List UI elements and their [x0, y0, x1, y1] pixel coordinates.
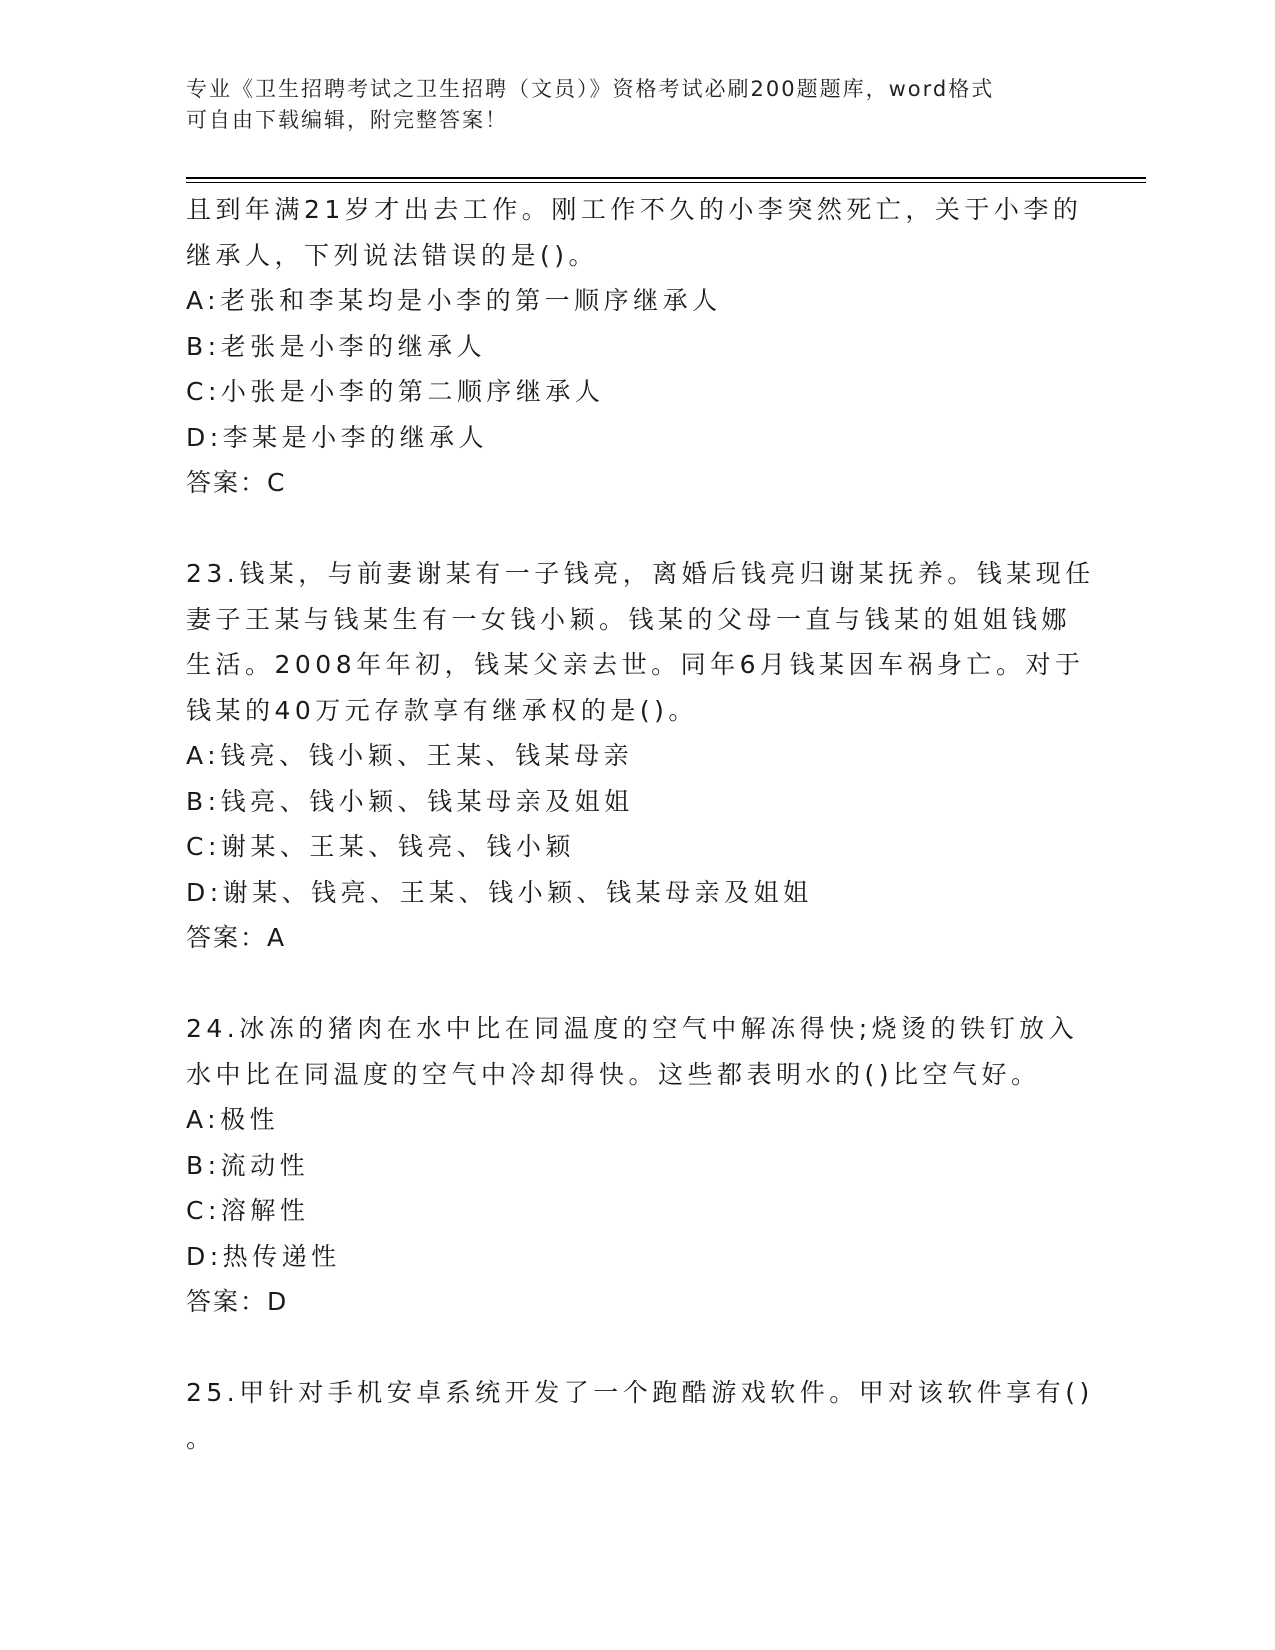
question-text-line: 25.甲针对手机安卓系统开发了一个跑酷游戏软件。甲对该软件享有() — [186, 1378, 1094, 1407]
question-text-line: 23.钱某，与前妻谢某有一子钱亮，离婚后钱亮归谢某抚养。钱某现任 — [186, 559, 1095, 588]
question-text-line: 钱某的40万元存款享有继承权的是()。 — [186, 695, 698, 725]
question-block — [186, 1006, 1079, 1325]
question-text-line: 水中比在同温度的空气中冷却得快。这些都表明水的()比空气好。 — [186, 1059, 1041, 1089]
option-d: D:热传递性 — [186, 1241, 341, 1271]
option-a: A:钱亮、钱小颖、王某、钱某母亲 — [186, 741, 634, 770]
option-c: C:小张是小李的第二顺序继承人 — [186, 377, 605, 406]
header-line-2: 可自由下载编辑，附完整答案！ — [186, 108, 508, 132]
answer: 答案：C — [186, 468, 287, 497]
question-text-continuation: 。 — [186, 1423, 212, 1453]
question-block — [186, 1370, 1094, 1461]
header-rule-thick — [186, 177, 1146, 179]
question-text-line: 24.冰冻的猪肉在水中比在同温度的空气中解冻得快;烧烫的铁钉放入 — [186, 1014, 1079, 1043]
question-block — [186, 551, 1095, 961]
answer: 答案：D — [186, 1287, 289, 1316]
document-body — [186, 187, 1095, 1461]
option-b: B:流动性 — [186, 1150, 310, 1180]
document-header — [186, 74, 1066, 136]
question-text-line: 继承人，下列说法错误的是()。 — [186, 240, 599, 270]
option-d: D:谢某、钱亮、王某、钱小颖、钱某母亲及姐姐 — [186, 877, 813, 907]
option-b: B:老张是小李的继承人 — [186, 331, 487, 361]
question-text-line: 且到年满21岁才出去工作。刚工作不久的小李突然死亡，关于小李的 — [186, 195, 1083, 224]
option-a: A:极性 — [186, 1105, 280, 1134]
header-rule-thin — [186, 182, 1146, 183]
option-a: A:老张和李某均是小李的第一顺序继承人 — [186, 286, 722, 315]
question-block — [186, 187, 1083, 506]
option-c: C:溶解性 — [186, 1196, 310, 1225]
question-text-line: 妻子王某与钱某生有一女钱小颖。钱某的父母一直与钱某的姐姐钱娜 — [186, 604, 1072, 634]
question-text-line: 生活。2008年年初，钱某父亲去世。同年6月钱某因车祸身亡。对于 — [186, 650, 1085, 679]
option-d: D:李某是小李的继承人 — [186, 422, 489, 452]
option-c: C:谢某、王某、钱亮、钱小颖 — [186, 832, 575, 861]
answer: 答案：A — [186, 923, 287, 952]
header-line-1: 专业《卫生招聘考试之卫生招聘（文员）》资格考试必刷200题题库，word格式 — [186, 77, 995, 101]
option-b: B:钱亮、钱小颖、钱某母亲及姐姐 — [186, 786, 634, 816]
